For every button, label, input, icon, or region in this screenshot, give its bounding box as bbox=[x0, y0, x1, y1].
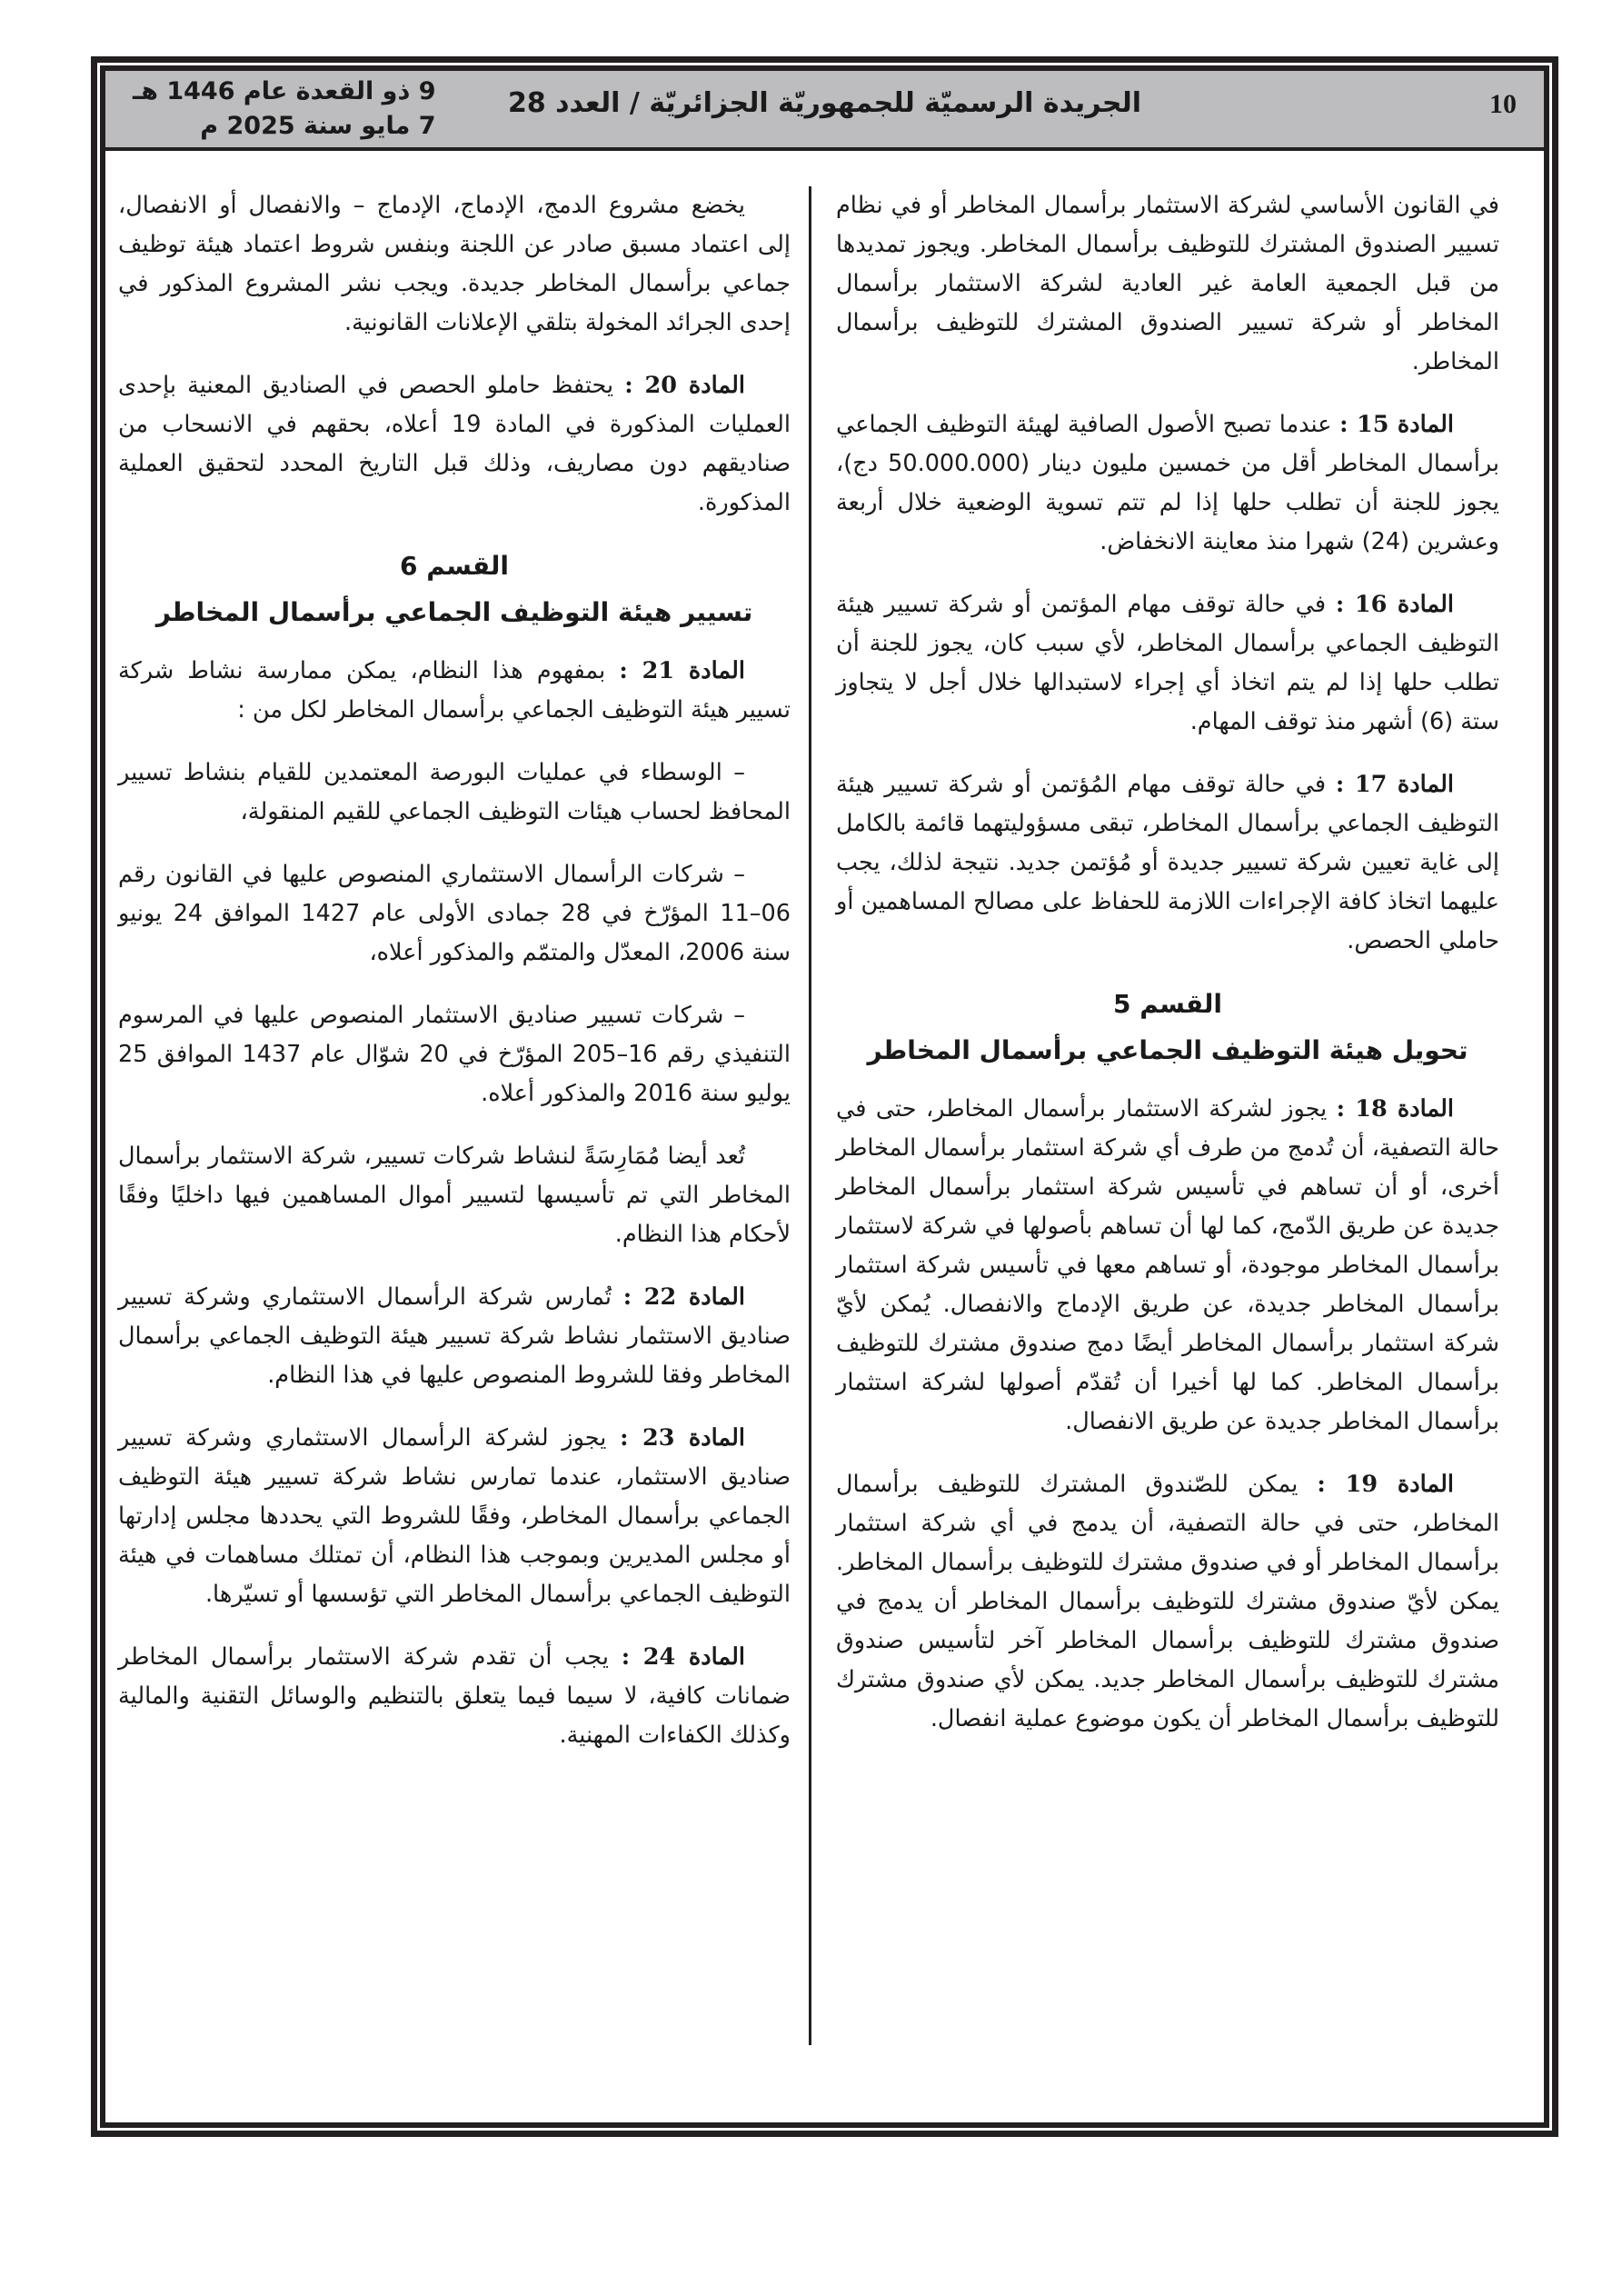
article-label: المادة 22 : bbox=[622, 1283, 745, 1311]
date-hijri: 9 ذو القعدة عام 1446 هـ bbox=[133, 77, 436, 105]
paragraph-merger-approval: يخضع مشروع الدمج، الإدماج، الإدماج – والانفصال أو الانفصال، إلى اعتماد مسبق صادر عن اللجنة وبنفس شروط اعتماد هيئة توظيف جماعي برأسمال المخاطر جديدة. ويجب نشر المشروع المذكور في إحدى الجرائد المخولة بتلقي الإعلانات القانونية. bbox=[118, 192, 791, 336]
list-item: – شركات الرأسمال الاستثماري المنصوص عليها في القانون رقم 06–11 المؤرّخ في 28 جمادى الأولى عام 1427 الموافق 24 يونيو سنة 2006، المعدّل والمتمّم والمذكور أعلاه، bbox=[118, 861, 791, 966]
article-21 bbox=[118, 652, 791, 730]
article-22 bbox=[118, 1278, 791, 1395]
article-15 bbox=[836, 405, 1499, 562]
left-column bbox=[118, 186, 791, 1779]
article-label: المادة 19 : bbox=[1317, 1471, 1454, 1498]
column-divider bbox=[809, 186, 811, 2045]
article-text: عندما تصبح الأصول الصافية لهيئة التوظيف الجماعي برأسمال المخاطر أقل من خمسين مليون دينار (50.000.000 دج)، يجوز للجنة أن تطلب حلها إذا لم تتم تسوية الوضعية خلال أربعة وعشرين (24) شهرا منذ معاينة الانخفاض. bbox=[836, 411, 1499, 555]
article-text: يجوز لشركة الاستثمار برأسمال المخاطر، حتى في حالة التصفية، أن تُدمج من طرف أي شركة استثمار برأسمال المخاطر أخرى، أو أن تساهم في تأسيس شركة استثمار برأسمال المخاطر جديدة عن طريق الدّمج، كما لها أن تساهم بأصولها في شركة لاستثمار برأسمال المخاطر موجودة، أو تساهم معها في تأسيس شركة استثمار برأسمال المخاطر جديدة، عن طريق الإدماج والانفصال. يُمكن لأيّ شركة استثمار برأسمال المخاطر أيضًا دمج صندوق مشترك للتوظيف برأسمال المخاطر. كما لها أخيرا أن تُقدّم أصولها لشركة استثمار برأسمال المخاطر جديدة عن طريق الانفصال. bbox=[836, 1095, 1499, 1435]
article-text: في حالة توقف مهام المُؤتمن أو شركة تسيير هيئة التوظيف الجماعي برأسمال المخاطر، تبقى مسؤوليتهما قائمة بالكامل إلى غاية تعيين شركة تسيير جديدة أو مُؤتمن جديد. نتيجة لذلك، يجب عليهما اتخاذ كافة الإجراءات اللازمة للحفاظ على مصالح المساهمين أو حاملي الحصص. bbox=[836, 771, 1499, 954]
page-number: 10 bbox=[1489, 89, 1517, 119]
date-gregorian: 7 مايو سنة 2025 م bbox=[200, 112, 436, 140]
article-label: المادة 15 : bbox=[1339, 411, 1454, 438]
section-number: القسم 5 bbox=[1113, 989, 1222, 1019]
article-16 bbox=[836, 585, 1499, 742]
section-number: القسم 6 bbox=[400, 551, 509, 581]
article-18 bbox=[836, 1090, 1499, 1442]
paragraph-continuation: في القانون الأساسي لشركة الاستثمار برأسمال المخاطر أو في نظام تسيير الصندوق المشترك للتوظيف برأسمال المخاطر. ويجوز تمديدها من قبل الجمعية العامة غير العادية لشركة الاستثمار برأسمال المخاطر أو شركة تسيير الصندوق المشترك للتوظيف برأسمال المخاطر. bbox=[836, 192, 1499, 375]
article-23 bbox=[118, 1419, 791, 1614]
issue-date bbox=[133, 75, 436, 144]
article-17 bbox=[836, 765, 1499, 961]
article-text: يجب أن تقدم شركة الاستثمار برأسمال المخاطر ضمانات كافية، لا سيما فيما يتعلق بالتنظيم والوسائل التقنية والمالية وكذلك الكفاءات المهنية. bbox=[118, 1643, 791, 1749]
article-label: المادة 17 : bbox=[1335, 771, 1454, 798]
article-text: بمفهوم هذا النظام، يمكن ممارسة نشاط شركة تسيير هيئة التوظيف الجماعي برأسمال المخاطر لكل من : bbox=[118, 657, 791, 724]
list-item: – الوسطاء في عمليات البورصة المعتمدين للقيام بنشاط تسيير المحافظ لحساب هيئات التوظيف الجماعي للقيم المنقولة، bbox=[118, 759, 791, 825]
article-label: المادة 18 : bbox=[1336, 1095, 1454, 1123]
article-label: المادة 24 : bbox=[621, 1643, 745, 1671]
article-label: المادة 21 : bbox=[619, 657, 745, 684]
section-title: تحويل هيئة التوظيف الجماعي برأسمال المخاطر bbox=[867, 1035, 1468, 1065]
list-item: – شركات تسيير صناديق الاستثمار المنصوص عليها في المرسوم التنفيذي رقم 16–205 المؤرّخ في 20 شوّال عام 1437 الموافق 25 يوليو سنة 2016 والمذكور أعلاه. bbox=[118, 1002, 791, 1107]
right-column bbox=[836, 186, 1499, 1762]
article-text: تُمارس شركة الرأسمال الاستثماري وشركة تسيير صناديق الاستثمار نشاط شركة تسيير هيئة التوظيف الجماعي برأسمال المخاطر وفقا للشروط المنصوص عليها في هذا النظام. bbox=[118, 1283, 791, 1389]
article-label: المادة 16 : bbox=[1335, 591, 1454, 618]
article-label: المادة 20 : bbox=[624, 372, 745, 399]
article-19 bbox=[836, 1465, 1499, 1739]
article-text: يحتفظ حاملو الحصص في الصناديق المعنية بإحدى العمليات المذكورة في المادة 19 أعلاه، بحقهم في الانسحاب من صناديقهم دون مصاريف، وذلك قبل التاريخ المحدد لتحقيق العملية المذكورة. bbox=[118, 372, 791, 516]
article-text: في حالة توقف مهام المؤتمن أو شركة تسيير هيئة التوظيف الجماعي برأسمال المخاطر، لأي سبب كان، يجوز للجنة أن تطلب حلها إذا لم يتم اتخاذ أي إجراء لاستبدالها خلال أجل لا يتجاوز ستة (6) أشهر منذ توقف المهام. bbox=[836, 591, 1499, 735]
article-20 bbox=[118, 366, 791, 523]
article-text: يجوز لشركة الرأسمال الاستثماري وشركة تسيير صناديق الاستثمار، عندما تمارس نشاط شركة تسيير هيئة التوظيف الجماعي برأسمال المخاطر، وفقًا للشروط التي يحددها مجلس إدارتها أو مجلس المديرين وبموجب هذا النظام، أن تمتلك مساهمات في هيئة التوظيف الجماعي برأسمال المخاطر التي تؤسسها أو تسيّرها. bbox=[118, 1424, 791, 1608]
page-header bbox=[105, 71, 1544, 151]
paragraph-also-considered: تُعد أيضا مُمَارِسَةً لنشاط شركات تسيير، شركة الاستثمار برأسمال المخاطر التي تم تأسيسها لتسيير أموال المساهمين فيها داخليًا وفقًا لأحكام هذا النظام. bbox=[118, 1143, 791, 1248]
article-label: المادة 23 : bbox=[620, 1424, 746, 1452]
section-title: تسيير هيئة التوظيف الجماعي برأسمال المخاطر bbox=[155, 597, 753, 627]
gazette-title: الجريدة الرسميّة للجمهوريّة الجزائريّة / العدد 28 bbox=[507, 87, 1142, 119]
article-24 bbox=[118, 1638, 791, 1755]
article-text: يمكن للصّندوق المشترك للتوظيف برأسمال المخاطر، حتى في حالة التصفية، أن يدمج في أي شركة استثمار برأسمال المخاطر أو في صندوق مشترك للتوظيف برأسمال المخاطر. يمكن لأيّ صندوق مشترك للتوظيف برأسمال المخاطر أن يدمج في صندوق مشترك للتوظيف برأسمال المخاطر آخر لتأسيس صندوق مشترك للتوظيف برأسمال المخاطر جديد. يمكن لأي صندوق مشترك للتوظيف برأسمال المخاطر أن يكون موضوع عملية انفصال. bbox=[836, 1471, 1499, 1732]
